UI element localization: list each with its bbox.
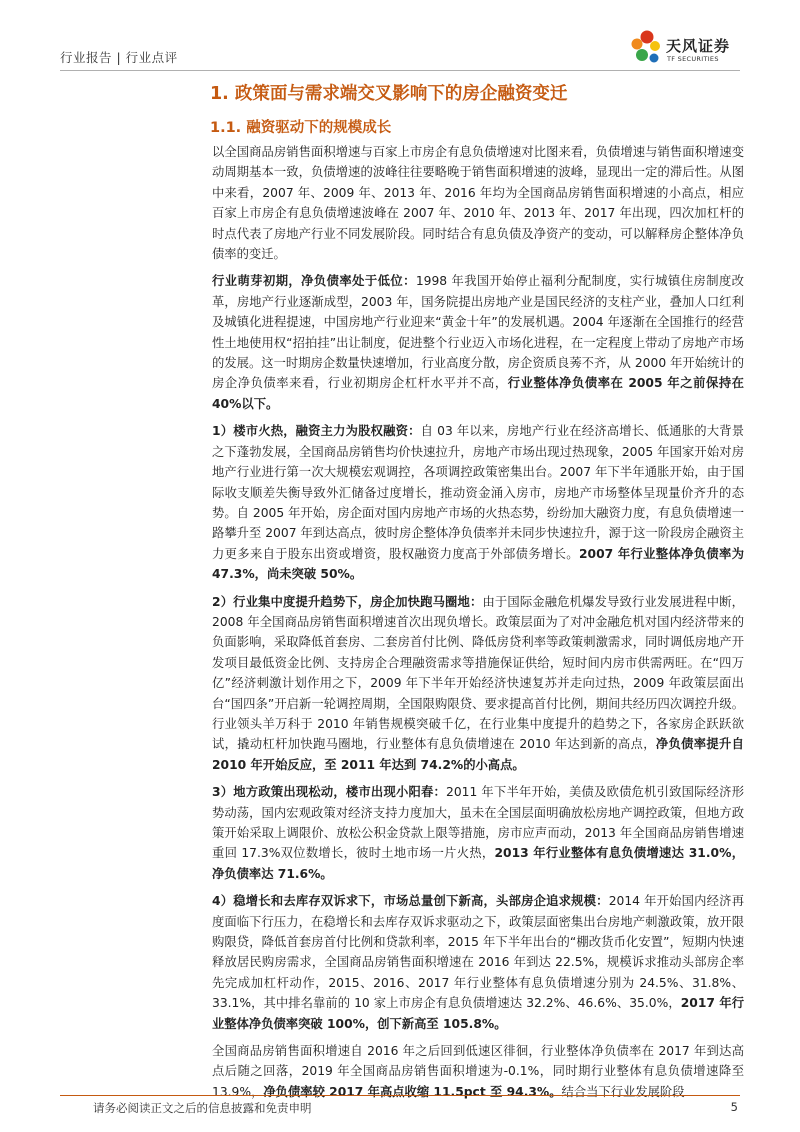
bold-run: 净负债率提升自 2010 年开始反应，至 2011 年达到 74.2%的小高点。 bbox=[212, 737, 744, 772]
paragraph bbox=[212, 592, 744, 776]
bold-run: 2）行业集中度提升趋势下，房企加快跑马圈地： bbox=[212, 594, 483, 609]
report-category: 行业报告 | 行业点评 bbox=[60, 50, 178, 65]
text-run: 以全国商品房销售面积增速与百家上市房企有息负债增速对比图来看，负债增速与销售面积增速变动周期基本一致，负债增速的波峰往往要略晚于销售面积增速的波峰，显现出一定的滞后性。从图中来看，2007 年、2009 年、2013 年、2016 年均为全国商品房销售面积增速的小高点，相应百家上市房企有息负债增速波峰在 2007 年、2010 年、2013 年、2017 年出现，四次加杠杆的时点代表了房地产行业不同发展阶段。同时结合有息负债及净资产的变动，可以解释房企整体净负债率的变迁。 bbox=[212, 145, 744, 262]
paragraph bbox=[212, 271, 744, 414]
logo-name-en: TF SECURITIES bbox=[667, 55, 719, 63]
paragraph bbox=[212, 142, 744, 264]
bold-run: 3）地方政策出现松动，楼市出现小阳春： bbox=[212, 785, 447, 800]
bold-run: 2017 年行业整体净负债率突破 100%，创下新高至 105.8%。 bbox=[212, 996, 744, 1031]
section-heading: 1. 政策面与需求端交叉影响下的房企融资变迁 bbox=[210, 84, 568, 104]
paragraph bbox=[212, 421, 744, 584]
company-logo bbox=[626, 26, 746, 70]
text-run: 全国商品房销售面积增速自 2016 年之后回到低速区徘徊，行业整体净负债率在 2017 年到达高点后随之回落，2019 年全国商品房销售面积增速为-0.1%，同时期行业整体有息负债增速降至 13.9%， bbox=[212, 1044, 744, 1099]
header-divider bbox=[60, 70, 740, 71]
logo-mark-icon bbox=[626, 28, 666, 68]
bold-run: 4）稳增长和去库存双诉求下，市场总量创下新高，头部房企追求规模： bbox=[212, 894, 609, 909]
logo-name-cn: 天风证券 bbox=[666, 37, 731, 55]
body-text bbox=[212, 142, 744, 1109]
paragraph bbox=[212, 782, 744, 884]
bold-run: 2007 年行业整体净负债率为 47.3%，尚未突破 50%。 bbox=[212, 546, 744, 582]
bold-run: 净负债率较 2017 年高点收缩 11.5pct 至 94.3%。 bbox=[263, 1084, 562, 1099]
subsection-heading: 1.1. 融资驱动下的规模成长 bbox=[210, 120, 392, 136]
paragraph bbox=[212, 891, 744, 1034]
text-run: 结合当下行业发展阶段 bbox=[561, 1084, 685, 1099]
bold-run: 2013 年行业整体有息负债增速达 31.0%，净负债率达 71.6%。 bbox=[212, 846, 744, 881]
bold-run: 行业萌芽初期，净负债率处于低位： bbox=[212, 274, 416, 289]
text-run: 2014 年开始国内经济再度面临下行压力，在稳增长和去库存双诉求驱动之下，政策层面密集出台房地产刺激政策，放开限购限贷，降低首套房首付比例和贷款利率，2015 年下半年出台的“棚改货币化安置”，短期内快速释放居民购房需求，全国商品房销售面积增速在 2016 年到达 22.5%，规模诉求推动头部房企率先完成加杠杆动作，2015、2016、2017 年行业整体有息负债增速分别为 24.5%、31.8%、33.1%，其中排名靠前的 10 家上市房企有息负债增速达 32.2%、46.6%、35.0%， bbox=[212, 894, 744, 1011]
bold-run: 1）楼市火热，融资主力为股权融资： bbox=[212, 424, 421, 439]
text-run: 2011 年下半年开始，美债及欧债危机引致国际经济形势动荡，国内宏观政策对经济支持力度加大，虽未在全国层面明确放松房地产调控政策，但地方政策开始采取上调限价、放松公积金贷款上限等措施，房市应声而动，2013 年全国商品房销售增速重回 17.3%双位数增长，彼时土地市场一片火热， bbox=[212, 785, 744, 861]
disclaimer-link[interactable]: 请务必阅读正文之后的信息披露和免责申明 bbox=[93, 1101, 312, 1115]
bold-run: 行业整体净负债率在 2005 年之前保持在 40%以下。 bbox=[212, 376, 744, 411]
text-run: 自 03 年以来，房地产行业在经济高增长、低通胀的大背景之下蓬勃发展，全国商品房销售均价快速拉升，房地产市场出现过热现象，2005 年国家开始对房地产行业进行第一次大规模宏观调控，各项调控政策密集出台。2007 年下半年通胀开始，由于国际收支顺差失衡导致外汇储备过度增长，推动资金涌入房市，房地产市场整体呈现量价齐升的态势。自 2005 年开始，房企面对国内房地产市场的火热态势，纷纷加大融资力度，有息负债增速一路攀升至 2007 年到达高点，彼时房企整体净负债率并未同步快速拉升，源于这一阶段房企融资主力更多来自于股东出资或增资，股权融资力度高于外部债务增长。 bbox=[212, 424, 745, 561]
text-run: 1998 年我国开始停止福利分配制度，实行城镇住房制度改革，房地产行业逐渐成型，2003 年，国务院提出房地产业是国民经济的支柱产业，叠加人口红利及城镇化进程提速，中国房地产行业迎来“黄金十年”的发展机遇。2004 年逐渐在全国推行的经营性土地使用权“招拍挂”出让制度，促进整个行业迈入市场化进程，在一定程度上带动了房地产市场的发展。这一时期房企数量快速增加，行业高度分散，房企资质良莠不齐，从 2000 年开始统计的房企净负债率来看，行业初期房企杠杆水平并不高， bbox=[212, 274, 744, 391]
footer-divider bbox=[60, 1095, 740, 1096]
paragraph bbox=[212, 1041, 744, 1102]
text-run: 由于国际金融危机爆发导致行业发展进程中断，2008 年全国商品房销售面积增速首次出现负增长。政策层面为了对冲金融危机对国内经济带来的负面影响，采取降低首套房、二套房首付比例、降低房贷利率等政策刺激需求，同时调低房地产开发项目最低资金比例、支持房企合理融资需求等措施保证供给，短时间内房市供需两旺。在“四万亿”经济刺激计划作用之下，2009 年下半年开始经济快速复苏并走向过热，2009 年政策层面出台“国四条”开启新一轮调控周期，全国限购限贷、要求提高首付比例，期间共经历四次调控升级。行业领头羊万科于 2010 年销售规模突破千亿，在行业集中度提升的趋势之下，各家房企跃跃欲试，撬动杠杆加快跑马圈地，行业整体有息负债增速在 2010 年达到新的高点， bbox=[212, 594, 744, 752]
page-number: 5 bbox=[730, 1100, 738, 1114]
